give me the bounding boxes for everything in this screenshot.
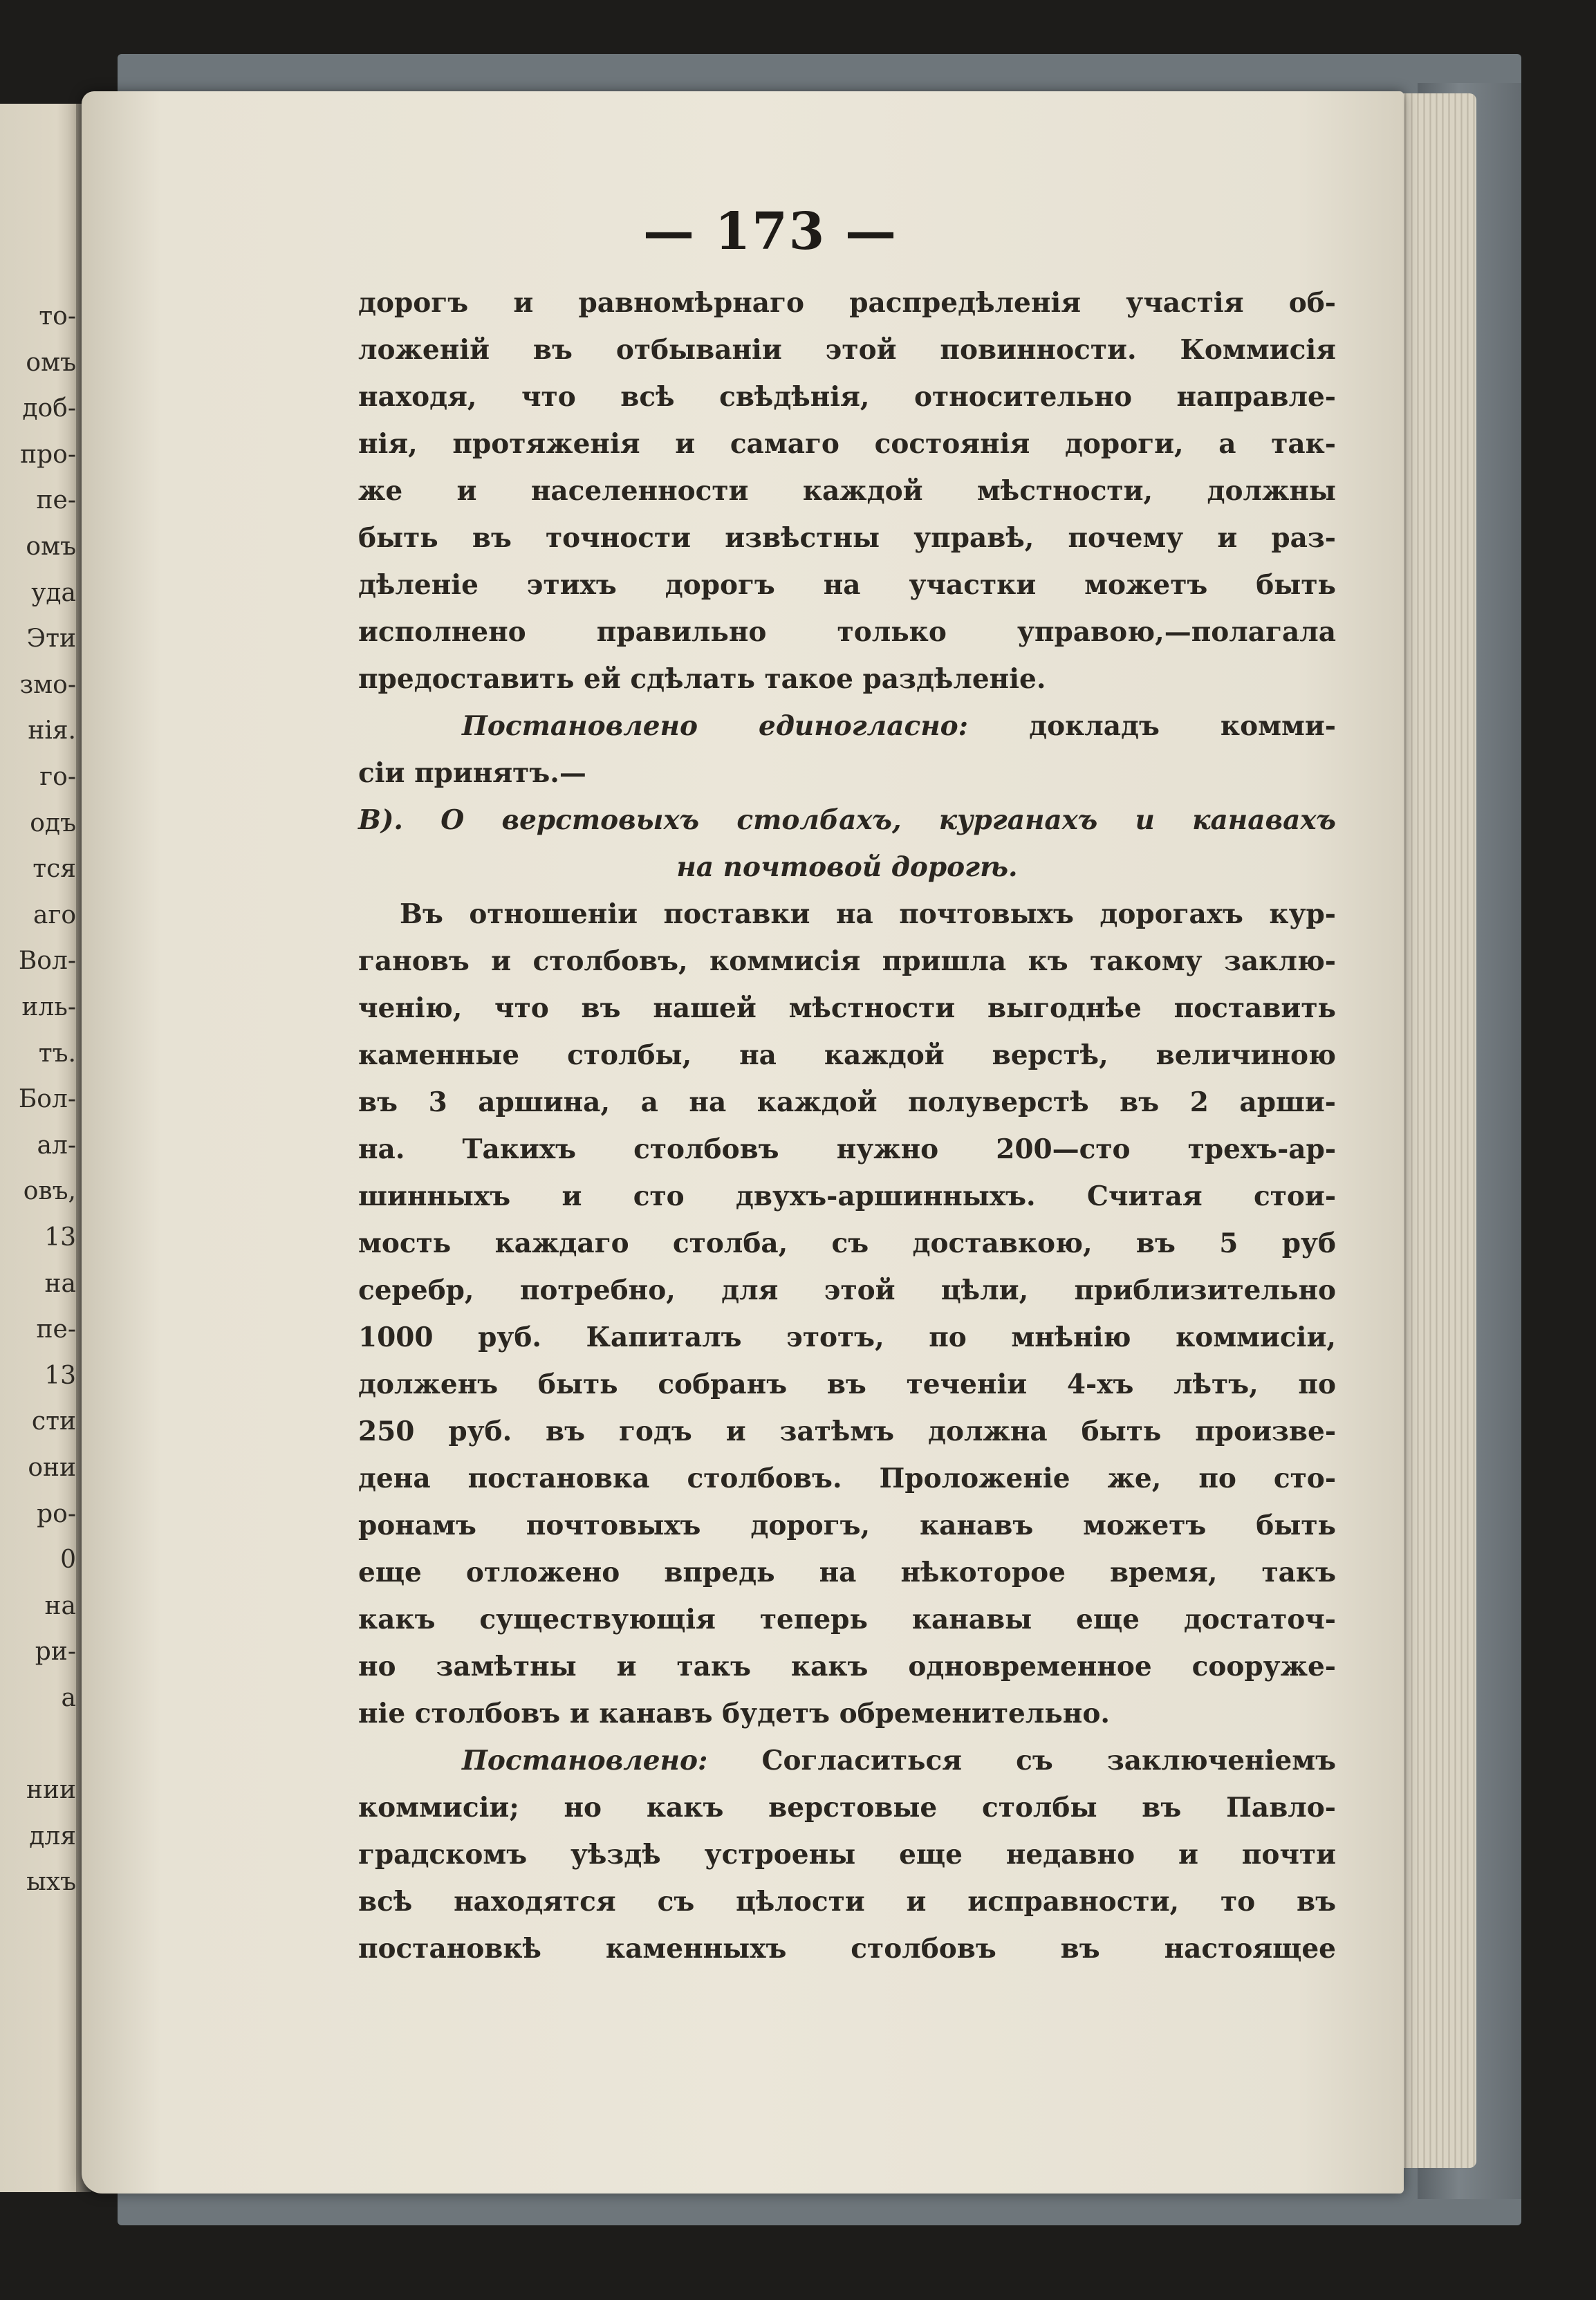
facing-page-line: для bbox=[29, 1821, 76, 1851]
facing-page-line: уда bbox=[31, 578, 76, 607]
facing-page-line: омъ bbox=[26, 348, 76, 377]
facing-page-line: на bbox=[44, 1591, 76, 1620]
text-line: всѣ находятся съ цѣлости и исправности, то въ bbox=[358, 1886, 1336, 1918]
facing-page-line: одъ bbox=[30, 808, 76, 837]
facing-page-line: 13 bbox=[44, 1361, 76, 1390]
text-line: долженъ быть собранъ въ теченіи 4-хъ лѣтъ, по bbox=[358, 1369, 1336, 1400]
facing-page-line: тся bbox=[33, 855, 76, 884]
text-line: гановъ и столбовъ, коммисія пришла къ такому заклю- bbox=[358, 945, 1336, 977]
facing-page-line: омъ bbox=[26, 532, 76, 561]
facing-page-line: го- bbox=[39, 763, 76, 791]
facing-page-line: ро- bbox=[37, 1499, 76, 1528]
facing-page-line: пе- bbox=[36, 1315, 76, 1344]
text-line: ченію, что въ нашей мѣстности выгоднѣе поставить bbox=[358, 992, 1336, 1024]
text-line: предоставить ей сдѣлать такое раздѣленіе. bbox=[358, 663, 1046, 695]
text-line: ніе столбовъ и канавъ будетъ обременительно. bbox=[358, 1698, 1110, 1729]
text-line: коммисіи; но какъ верстовые столбы въ Павло- bbox=[358, 1792, 1336, 1824]
book-page bbox=[82, 91, 1404, 2194]
facing-page-fragment bbox=[0, 104, 82, 2192]
facing-page-line: змо- bbox=[19, 670, 76, 699]
facing-page-line: нія. bbox=[28, 716, 76, 745]
facing-page-line: 0 bbox=[60, 1546, 76, 1575]
facing-page-line: доб- bbox=[22, 394, 76, 423]
facing-page-line: Эти bbox=[26, 624, 76, 653]
section-heading: В). О верстовыхъ столбахъ, курганахъ и канавахъ bbox=[358, 804, 1336, 836]
text-line: находя, что всѣ свѣдѣнія, относительно направле- bbox=[358, 381, 1336, 413]
text-line: шинныхъ и сто двухъ-аршинныхъ. Считая стои- bbox=[358, 1180, 1336, 1212]
text-line: же и населенности каждой мѣстности, должны bbox=[358, 475, 1336, 507]
text-line: еще отложено впредь на нѣкоторое время, такъ bbox=[358, 1557, 1336, 1588]
facing-page-line: а bbox=[61, 1684, 76, 1712]
text-line: постановкѣ каменныхъ столбовъ въ настоящее bbox=[358, 1933, 1336, 1965]
text-line: серебр, потребно, для этой цѣли, приблизительно bbox=[358, 1274, 1336, 1306]
text-line: дена постановка столбовъ. Проложеніе же, по сто- bbox=[358, 1463, 1336, 1494]
facing-page-line: пе- bbox=[36, 486, 76, 515]
text-line: сіи принятъ.— bbox=[358, 757, 586, 789]
facing-page-line: тъ. bbox=[38, 1039, 76, 1068]
facing-page-line: на bbox=[44, 1269, 76, 1298]
text-line: мость каждаго столба, съ доставкою, въ 5 руб bbox=[358, 1227, 1336, 1259]
text-line: 250 руб. въ годъ и затѣмъ должна быть произве- bbox=[358, 1416, 1336, 1447]
facing-page-line: про- bbox=[20, 440, 76, 469]
facing-page-line: иль- bbox=[21, 993, 76, 1021]
facing-page-line: сти bbox=[31, 1407, 76, 1436]
resolution-line bbox=[358, 1737, 1336, 1784]
facing-page-line: Бол- bbox=[18, 1085, 76, 1114]
facing-page-line: Вол- bbox=[18, 947, 76, 976]
facing-page-line: ри- bbox=[35, 1638, 76, 1667]
facing-page-line: нии bbox=[26, 1776, 76, 1805]
text-line: каменные столбы, на каждой верстѣ, величиною bbox=[358, 1039, 1336, 1071]
facing-page-line: то- bbox=[39, 302, 76, 331]
text-line: быть въ точности извѣстны управѣ, почему и раз- bbox=[358, 522, 1336, 554]
resolution-line bbox=[358, 703, 1336, 750]
text-line: въ 3 аршина, а на каждой полуверстѣ въ 2 арши- bbox=[358, 1086, 1336, 1118]
text-line: исполнено правильно только управою,—полагала bbox=[358, 616, 1336, 648]
facing-page-line: овъ, bbox=[23, 1177, 76, 1206]
text-line: 1000 руб. Капиталъ этотъ, по мнѣнію коммисіи, bbox=[358, 1321, 1336, 1353]
text-line: какъ существующія теперь канавы еще достаточ- bbox=[358, 1604, 1336, 1635]
text-line: ронамъ почтовыхъ дорогъ, канавъ можетъ быть bbox=[358, 1510, 1336, 1541]
facing-page-line: аго bbox=[33, 900, 76, 929]
section-heading-cont: на почтовой дорогѣ. bbox=[676, 851, 1018, 883]
text-line: дѣленіе этихъ дорогъ на участки можетъ быть bbox=[358, 569, 1336, 601]
text-line: но замѣтны и такъ какъ одновременное сооруже- bbox=[358, 1651, 1336, 1682]
text-line: нія, протяженія и самаго состоянія дороги, а так- bbox=[358, 428, 1336, 460]
facing-page-line: ыхъ bbox=[26, 1868, 76, 1897]
page-edges bbox=[1400, 93, 1476, 2168]
text-line: на. Такихъ столбовъ нужно 200—сто трехъ-ар- bbox=[358, 1133, 1336, 1165]
page-number: — 173 — bbox=[643, 202, 898, 261]
text-line: градскомъ уѣздѣ устроены еще недавно и почти bbox=[358, 1839, 1336, 1871]
resolution-label: Постановлено: bbox=[462, 1745, 708, 1777]
text-line: дорогъ и равномѣрнаго распредѣленія участія об- bbox=[358, 287, 1336, 319]
text-line: ложеній въ отбываніи этой повинности. Коммисія bbox=[358, 334, 1336, 366]
text-line: Въ отношеніи поставки на почтовыхъ дорогахъ кур- bbox=[400, 898, 1336, 930]
resolution-text: Согласиться съ заключеніемъ bbox=[707, 1745, 1336, 1777]
facing-page-line: ал- bbox=[37, 1131, 76, 1160]
resolution-label: Постановлено единогласно: bbox=[462, 710, 969, 742]
facing-page-line: 13 bbox=[44, 1223, 76, 1252]
resolution-text: докладъ комми- bbox=[968, 710, 1336, 742]
facing-page-line: они bbox=[28, 1454, 76, 1482]
